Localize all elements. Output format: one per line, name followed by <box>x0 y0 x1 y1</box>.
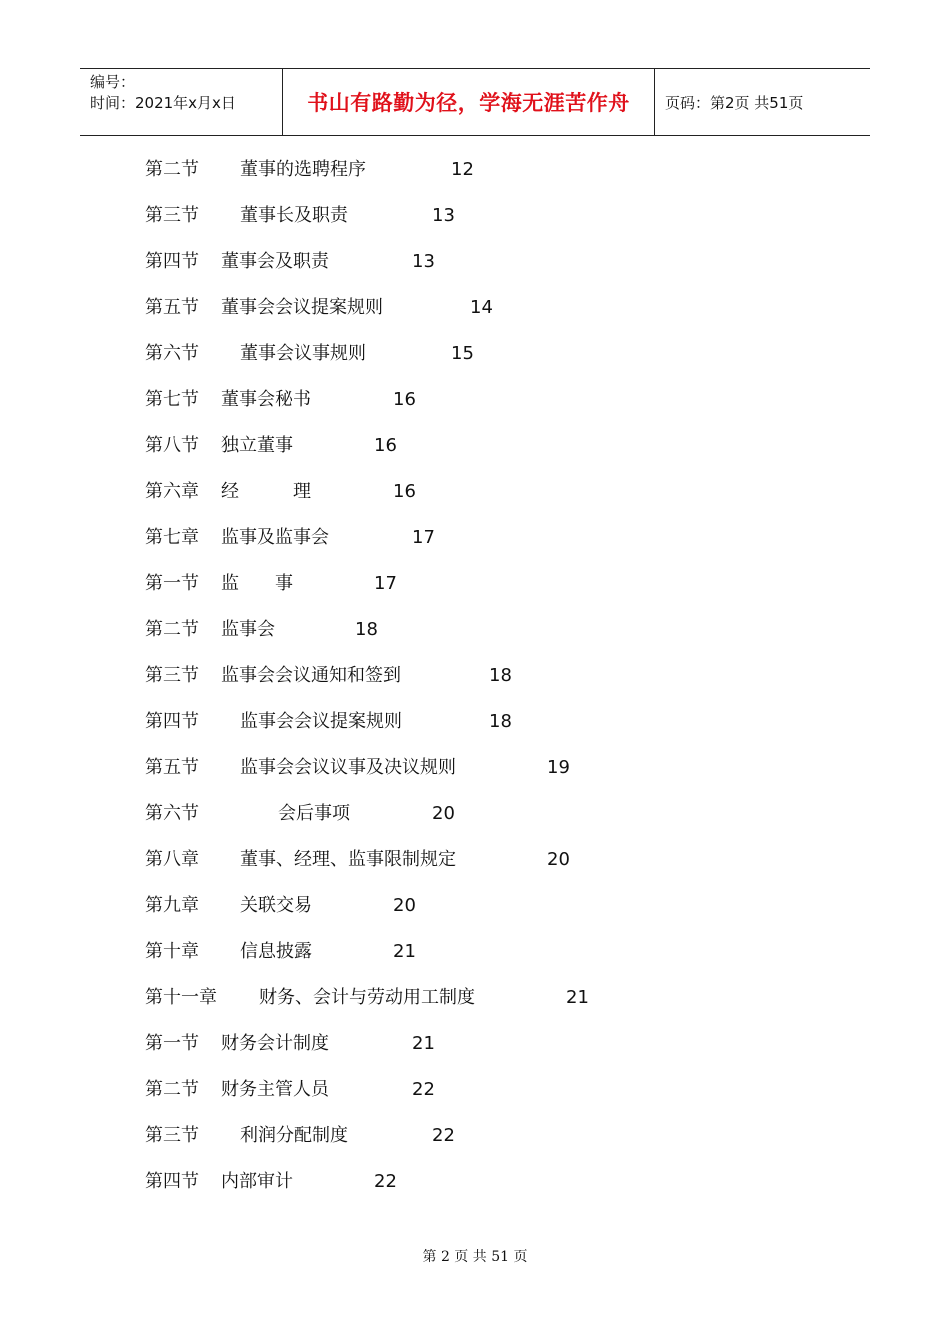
toc-entry-title: 监事会会议议事及决议规则 <box>240 757 456 778</box>
toc-entry-title: 董事长及职责 <box>240 205 348 226</box>
toc-entry-label: 第六章 <box>145 481 199 502</box>
toc-entry-page: 12 <box>451 159 474 180</box>
time-label: 时间：2021年x月x日 <box>90 94 236 112</box>
toc-entry-label: 第二节 <box>145 159 199 180</box>
toc-entry-label: 第八章 <box>145 849 199 870</box>
toc-entry <box>0 1078 950 1102</box>
header-table <box>80 68 870 136</box>
toc-entry <box>0 986 950 1010</box>
toc-entry <box>0 388 950 412</box>
toc-entry-title: 财务、会计与劳动用工制度 <box>259 987 475 1008</box>
toc-entry-label: 第九章 <box>145 895 199 916</box>
toc-entry <box>0 526 950 550</box>
toc-entry-label: 第一节 <box>145 573 199 594</box>
toc-entry-label: 第三节 <box>145 205 199 226</box>
toc-entry <box>0 618 950 642</box>
toc-entry-page: 22 <box>412 1079 435 1100</box>
toc-entry-label: 第三节 <box>145 1125 199 1146</box>
toc-entry-title: 财务主管人员 <box>221 1079 329 1100</box>
toc-entry-title: 董事会秘书 <box>221 389 311 410</box>
toc-entry <box>0 940 950 964</box>
toc-entry <box>0 1124 950 1148</box>
toc-entry-page: 21 <box>566 987 589 1008</box>
toc-entry-page: 20 <box>432 803 455 824</box>
toc-entry-label: 第五节 <box>145 757 199 778</box>
toc-entry-label: 第四节 <box>145 251 199 272</box>
toc-entry <box>0 664 950 688</box>
toc-entry-title: 董事的选聘程序 <box>240 159 366 180</box>
toc-entry-title: 监事会 <box>221 619 275 640</box>
motto: 书山有路勤为径，学海无涯苦作舟 <box>307 91 630 115</box>
toc-entry-page: 16 <box>393 481 416 502</box>
toc-entry-title: 董事会会议提案规则 <box>221 297 383 318</box>
toc-entry-title: 董事会及职责 <box>221 251 329 272</box>
toc-entry-label: 第六节 <box>145 343 199 364</box>
toc-entry <box>0 296 950 320</box>
toc-entry <box>0 158 950 182</box>
toc-entry-title: 经 理 <box>221 481 311 502</box>
toc-entry-page: 19 <box>547 757 570 778</box>
toc-entry <box>0 1170 950 1194</box>
toc-entry-page: 13 <box>412 251 435 272</box>
toc-entry-page: 13 <box>432 205 455 226</box>
page-footer: 第 2 页 共 51 页 <box>422 1249 528 1265</box>
toc-entry-title: 监 事 <box>221 573 293 594</box>
toc-entry-label: 第七章 <box>145 527 199 548</box>
toc-entry-label: 第十章 <box>145 941 199 962</box>
toc-entry <box>0 894 950 918</box>
toc-entry-label: 第三节 <box>145 665 199 686</box>
toc-entry-label: 第十一章 <box>145 987 217 1008</box>
toc-entry-title: 监事会会议提案规则 <box>240 711 402 732</box>
toc-entry-label: 第二节 <box>145 1079 199 1100</box>
toc-entry <box>0 1032 950 1056</box>
toc-entry <box>0 434 950 458</box>
toc-entry-label: 第五节 <box>145 297 199 318</box>
header-left-cell <box>80 69 282 135</box>
toc-entry-page: 21 <box>393 941 416 962</box>
toc-entry-page: 18 <box>489 665 512 686</box>
toc-entry-title: 信息披露 <box>240 941 312 962</box>
toc-entry-label: 第四节 <box>145 1171 199 1192</box>
toc-entry-page: 16 <box>393 389 416 410</box>
toc-entry-title: 利润分配制度 <box>240 1125 348 1146</box>
toc-entry-page: 17 <box>374 573 397 594</box>
serial-label: 编号： <box>90 73 136 91</box>
toc-entry-title: 董事会议事规则 <box>240 343 366 364</box>
toc-entry-page: 15 <box>451 343 474 364</box>
toc-entry-page: 22 <box>374 1171 397 1192</box>
toc-entry-page: 18 <box>355 619 378 640</box>
toc-entry-page: 20 <box>547 849 570 870</box>
toc-entry-title: 董事、经理、监事限制规定 <box>240 849 456 870</box>
toc-entry-title: 内部审计 <box>221 1171 293 1192</box>
toc-entry-label: 第二节 <box>145 619 199 640</box>
toc-entry-page: 16 <box>374 435 397 456</box>
toc-entry-page: 22 <box>432 1125 455 1146</box>
page-info: 页码：第2页 共51页 <box>665 93 804 112</box>
toc-entry-title: 财务会计制度 <box>221 1033 329 1054</box>
toc-entry-label: 第七节 <box>145 389 199 410</box>
toc-entry-label: 第一节 <box>145 1033 199 1054</box>
toc-entry-title: 关联交易 <box>240 895 312 916</box>
header-page-cell <box>655 69 870 135</box>
toc-entry <box>0 204 950 228</box>
toc-entry-page: 14 <box>470 297 493 318</box>
toc-entry-label: 第四节 <box>145 711 199 732</box>
toc-entry <box>0 848 950 872</box>
toc-entry-label: 第八节 <box>145 435 199 456</box>
toc-entry <box>0 250 950 274</box>
toc-entry <box>0 480 950 504</box>
toc-entry <box>0 802 950 826</box>
toc-entry <box>0 710 950 734</box>
toc-entry <box>0 342 950 366</box>
header-motto-cell <box>282 69 655 135</box>
toc-entry-page: 17 <box>412 527 435 548</box>
toc-entry-title: 会后事项 <box>278 803 350 824</box>
toc-entry-page: 21 <box>412 1033 435 1054</box>
toc-entry-page: 18 <box>489 711 512 732</box>
toc-entry <box>0 572 950 596</box>
toc-entry-title: 独立董事 <box>221 435 293 456</box>
toc-entry-page: 20 <box>393 895 416 916</box>
toc-entry-title: 监事会会议通知和签到 <box>221 665 401 686</box>
toc-entry-label: 第六节 <box>145 803 199 824</box>
toc-entry-title: 监事及监事会 <box>221 527 329 548</box>
toc-entry <box>0 756 950 780</box>
